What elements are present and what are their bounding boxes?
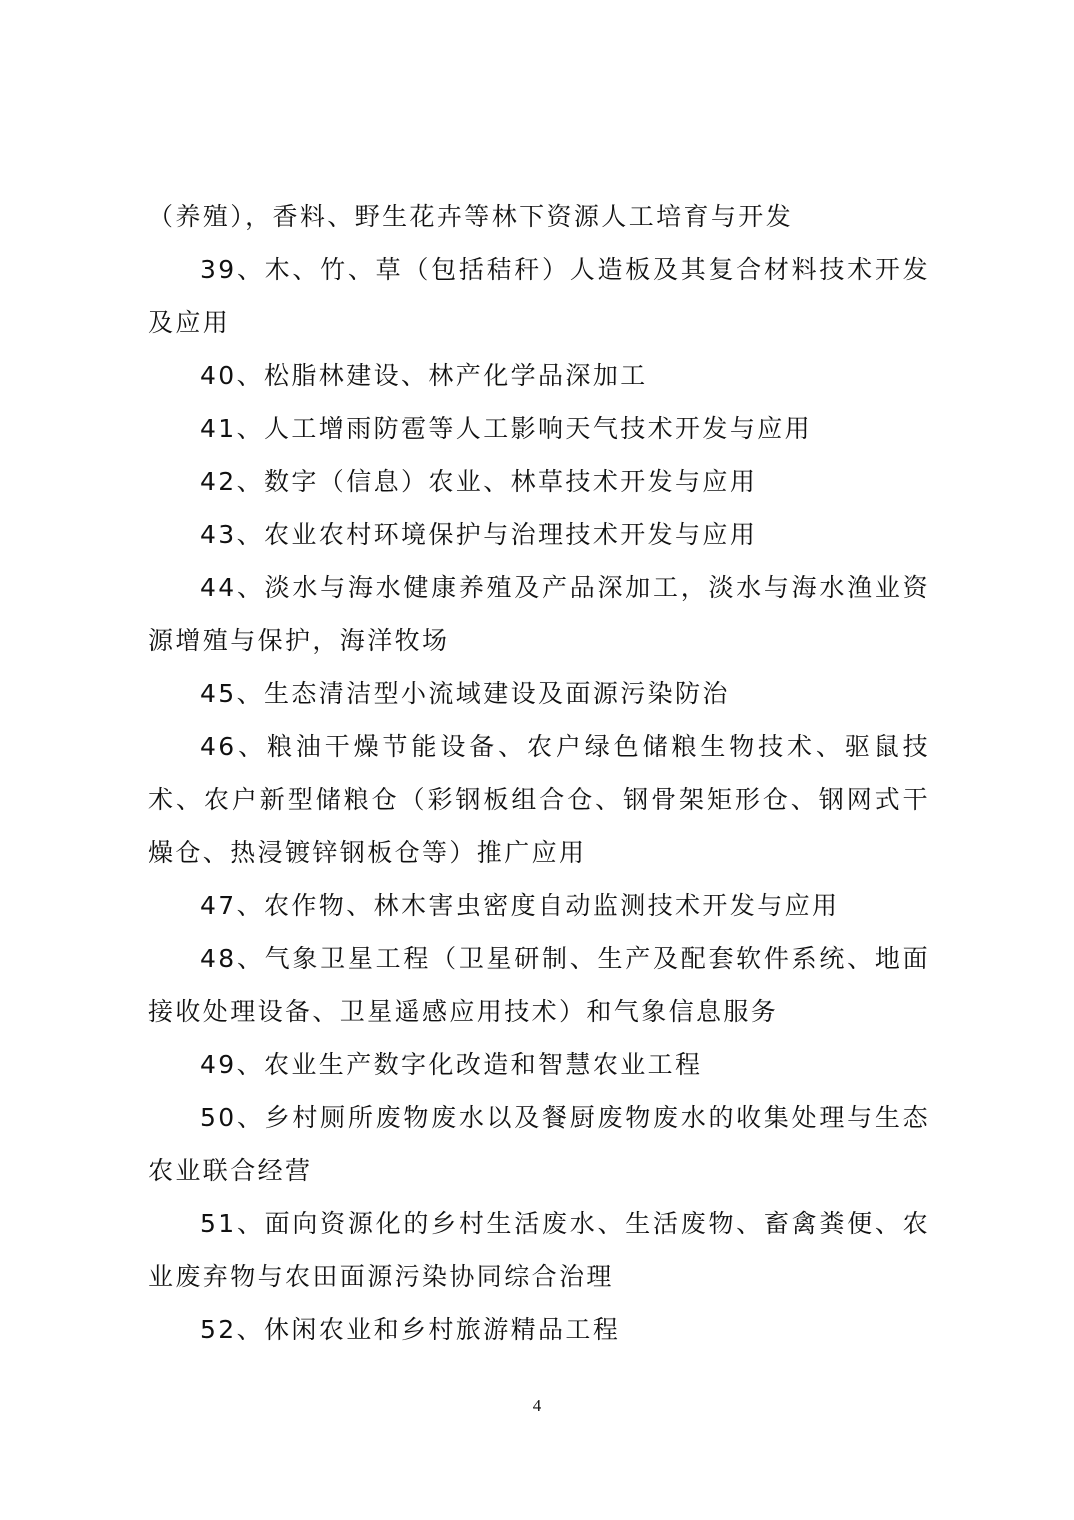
list-item-48: 48、气象卫星工程（卫星研制、生产及配套软件系统、地面接收处理设备、卫星遥感应用技术）和气象信息服务 <box>148 944 930 1026</box>
list-item-45: 45、生态清洁型小流域建设及面源污染防治 <box>200 679 730 708</box>
list-item-40: 40、松脂林建设、林产化学品深加工 <box>200 361 648 390</box>
list-item-49: 49、农业生产数字化改造和智慧农业工程 <box>200 1050 703 1079</box>
list-item-47: 47、农作物、林木害虫密度自动监测技术开发与应用 <box>200 891 840 920</box>
list-item-39: 39、木、竹、草（包括秸秆）人造板及其复合材料技术开发及应用 <box>148 255 930 337</box>
page-number: 4 <box>532 1396 542 1415</box>
document-body <box>148 190 930 1356</box>
list-item-51: 51、面向资源化的乡村生活废水、生活废物、畜禽粪便、农业废弃物与农田面源污染协同综合治理 <box>148 1209 930 1291</box>
list-item-41: 41、人工增雨防雹等人工影响天气技术开发与应用 <box>200 414 813 443</box>
list-item-46: 46、粮油干燥节能设备、农户绿色储粮生物技术、驱鼠技术、农户新型储粮仓（彩钢板组合仓、钢骨架矩形仓、钢网式干燥仓、热浸镀锌钢板仓等）推广应用 <box>148 732 930 867</box>
list-item-42: 42、数字（信息）农业、林草技术开发与应用 <box>200 467 758 496</box>
list-item-50: 50、乡村厕所废物废水以及餐厨废物废水的收集处理与生态农业联合经营 <box>148 1103 930 1185</box>
list-item-44: 44、淡水与海水健康养殖及产品深加工，淡水与海水渔业资源增殖与保护，海洋牧场 <box>148 573 930 655</box>
list-item-52: 52、休闲农业和乡村旅游精品工程 <box>200 1315 621 1344</box>
paragraph-continuation: （养殖），香料、野生花卉等林下资源人工培育与开发 <box>148 202 794 231</box>
list-item-43: 43、农业农村环境保护与治理技术开发与应用 <box>200 520 758 549</box>
